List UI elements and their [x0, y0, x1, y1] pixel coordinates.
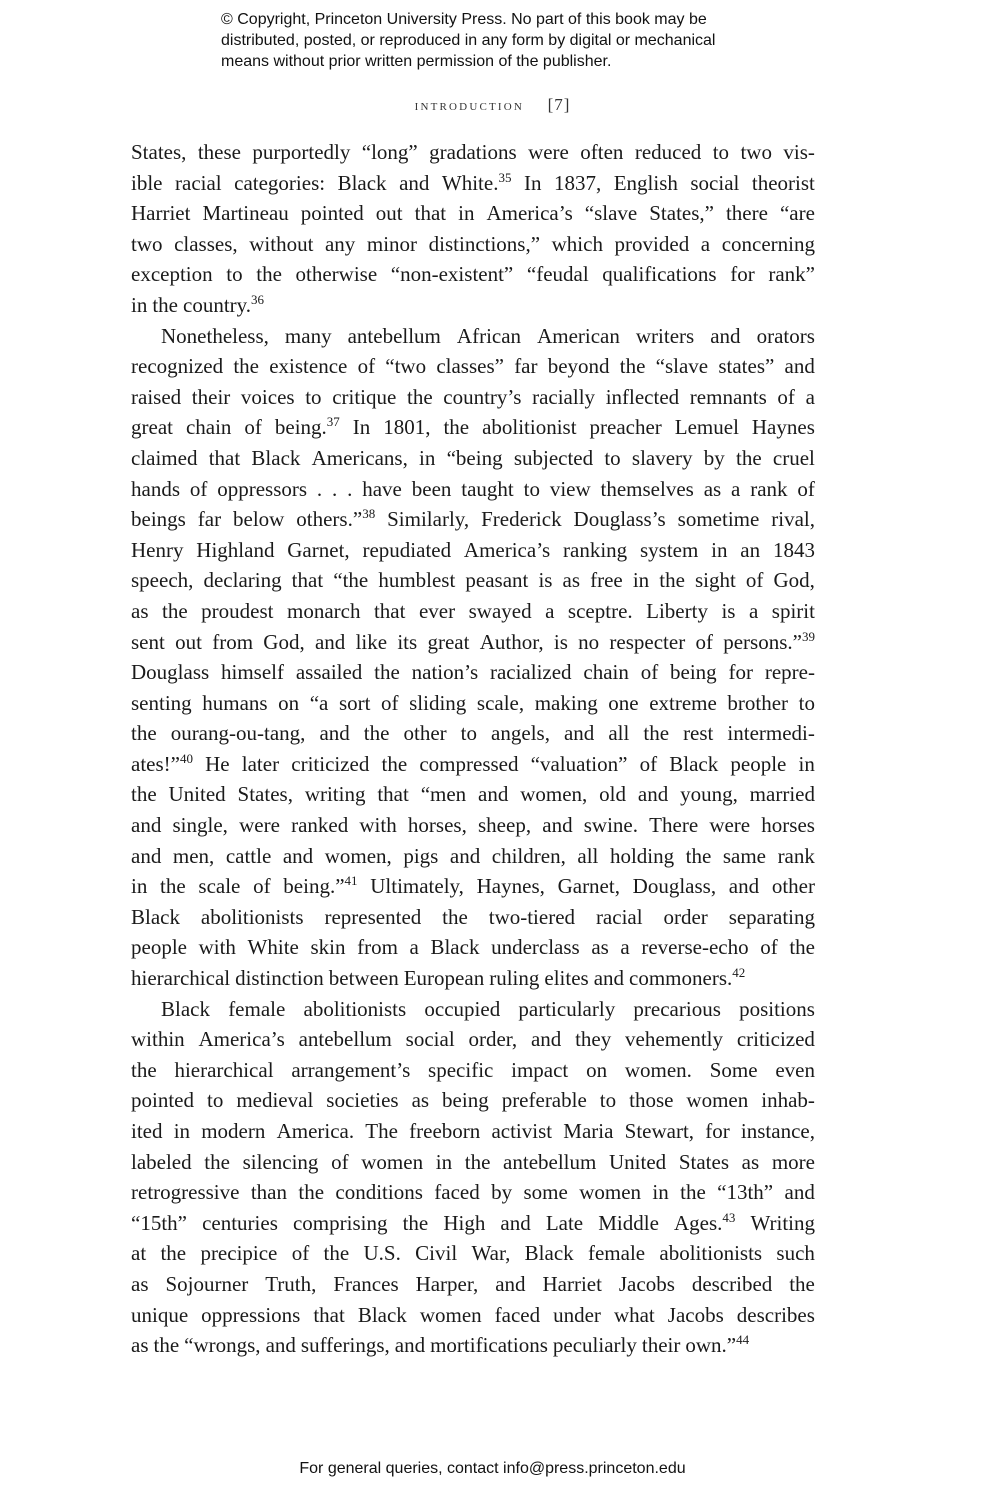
footer-contact: For general queries, contact info@press.princeton.edu — [299, 1460, 686, 1477]
footnote-ref: 43 — [722, 1209, 736, 1225]
text-line: as Sojourner Truth, Frances Harper, and Harriet Jacobs described the — [131, 1271, 815, 1296]
paragraph — [131, 137, 815, 321]
body-text — [131, 137, 815, 1361]
text-line: pointed to medieval societies as being preferable to those women inhab- — [131, 1088, 815, 1113]
text-line: Harriet Martineau pointed out that in America’s “slave States,” there “are — [131, 201, 815, 226]
text-line: ible racial categories: Black and White.$^{35}$ In 1837, English social theorist — [131, 169, 815, 195]
text-line: in the scale of being.”$^{41}$ Ultimately, Haynes, Garnet, Douglass, and other — [131, 873, 815, 899]
text-line: States, these purportedly “long” gradations were often reduced to two vis- — [131, 140, 815, 164]
text-line: the United States, writing that “men and women, old and young, married — [131, 782, 815, 807]
text-line: raised their voices to critique the country’s racially inflected remnants of a — [131, 384, 815, 409]
text-line: Black female abolitionists occupied particularly precarious positions — [161, 996, 815, 1021]
text-line: claimed that Black Americans, in “being subjected to slavery by the cruel — [131, 445, 815, 470]
footnote-ref: 44 — [736, 1332, 750, 1348]
page-number: [7] — [547, 95, 571, 114]
text-line: “15th” centuries comprising the High and Late Middle Ages.$^{43}$ Writing — [131, 1209, 815, 1235]
footnote-ref: 37 — [326, 414, 340, 430]
text-line: as the “wrongs, and sufferings, and mortifications peculiarly their own.”$^{44}$ — [131, 1332, 750, 1358]
text-line: recognized the existence of “two classes” far beyond the “slave states” and — [131, 354, 815, 379]
text-line: ited in modern America. The freeborn activist Maria Stewart, for instance, — [131, 1119, 815, 1143]
text-line: as the proudest monarch that ever swayed a sceptre. Liberty is a spirit — [131, 598, 815, 623]
footnote-ref: 42 — [732, 965, 746, 981]
footnote-ref: 35 — [498, 169, 512, 185]
text-line: exception to the otherwise “non-existent” “feudal qualifications for rank” — [131, 262, 815, 287]
text-line: and single, were ranked with horses, sheep, and swine. There were horses — [131, 813, 815, 838]
paragraph — [131, 994, 815, 1361]
copyright-line: © Copyright, Princeton University Press. No part of this book may be — [221, 11, 707, 28]
footnote-ref: 38 — [362, 506, 376, 522]
text-line: sent out from God, and like its great Author, is no respecter of persons.”$^{39}$ — [131, 628, 815, 654]
footnote-ref: 40 — [179, 750, 193, 766]
copyright-notice — [221, 9, 821, 72]
text-line: great chain of being.$^{37}$ In 1801, the abolitionist preacher Lemuel Haynes — [131, 414, 815, 440]
text-line: retrogressive than the conditions faced by some women in the “13th” and — [131, 1180, 815, 1205]
text-line: unique oppressions that Black women faced under what Jacobs describes — [131, 1302, 815, 1327]
text-line: two classes, without any minor distinctions,” which provided a concerning — [131, 231, 815, 256]
text-line: and men, cattle and women, pigs and children, all holding the same rank — [131, 843, 815, 868]
copyright-line: distributed, posted, or reproduced in any form by digital or mechanical — [221, 32, 716, 49]
copyright-line: means without prior written permission of the publisher. — [221, 53, 612, 70]
text-line: Nonetheless, many antebellum African American writers and orators — [161, 323, 815, 348]
text-line: at the precipice of the U.S. Civil War, Black female abolitionists such — [131, 1241, 815, 1266]
text-line: Black abolitionists represented the two-tiered racial order separating — [131, 904, 815, 929]
text-line: hands of oppressors . . . have been taught to view themselves as a rank of — [131, 476, 815, 501]
text-line: beings far below others.”$^{38}$ Similarly, Frederick Douglass’s sometime rival, — [131, 506, 815, 532]
paragraph — [131, 321, 815, 994]
text-line: the ourang-ou-tang, and the other to angels, and all the rest intermedi- — [131, 721, 815, 746]
text-line: speech, declaring that “the humblest peasant is as free in the sight of God, — [131, 568, 815, 593]
text-line: in the country.$^{36}$ — [131, 291, 265, 317]
footnote-ref: 39 — [801, 628, 815, 644]
text-line: Henry Highland Garnet, repudiated America’s ranking system in an 1843 — [131, 537, 815, 562]
text-line: ates!”$^{40}$ He later criticized the compressed “valuation” of Black people in — [131, 750, 815, 776]
running-head — [0, 95, 985, 115]
text-line: senting humans on “a sort of sliding scale, making one extreme brother to — [131, 690, 815, 715]
chapter-title: introduction — [414, 97, 525, 114]
text-line: Douglass himself assailed the nation’s racialized chain of being for repre- — [131, 660, 815, 685]
text-line: labeled the silencing of women in the antebellum United States as more — [131, 1149, 815, 1174]
text-line: hierarchical distinction between European ruling elites and commoners.$^{42}$ — [131, 965, 746, 991]
text-line: within America’s antebellum social order, and they vehemently criticized — [131, 1027, 815, 1052]
text-line: the hierarchical arrangement’s specific impact on women. Some even — [131, 1057, 815, 1082]
footnote-ref: 41 — [344, 873, 358, 889]
footnote-ref: 36 — [251, 291, 265, 307]
text-line: people with White skin from a Black underclass as a reverse-echo of the — [131, 935, 815, 960]
